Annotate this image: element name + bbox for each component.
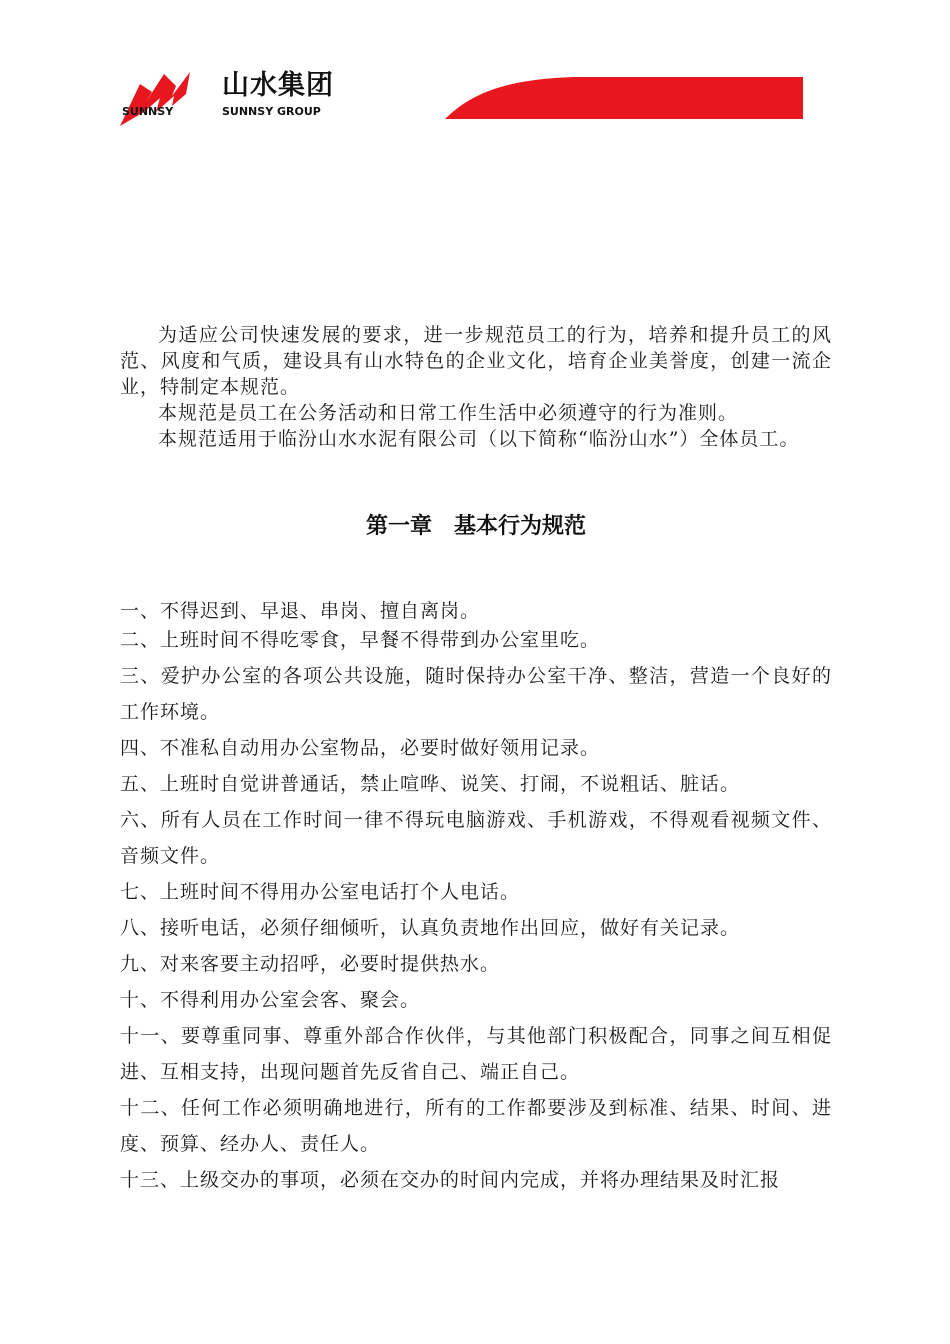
page-header [0, 0, 950, 140]
document-body [120, 322, 832, 1191]
rule-item: 八、接听电话，必须仔细倾听，认真负责地作出回应，做好有关记录。 [120, 917, 741, 939]
rule-item: 五、上班时自觉讲普通话，禁止喧哗、说笑、打闹，不说粗话、脏话。 [120, 773, 741, 795]
chapter-title: 第一章 基本行为规范 [365, 514, 586, 539]
rule-item: 六、所有人员在工作时间一律不得玩电脑游戏、手机游戏，不得观看视频文件、音频文件。 [120, 809, 832, 867]
rule-item: 四、不准私自动用办公室物品，必要时做好领用记录。 [120, 737, 601, 759]
rule-item: 七、上班时间不得用办公室电话打个人电话。 [120, 881, 521, 903]
brand-name-en-short: SUNNSY [122, 105, 174, 118]
rule-item: 二、上班时间不得吃零食，早餐不得带到办公室里吃。 [120, 629, 601, 651]
intro-paragraph: 为适应公司快速发展的要求，进一步规范员工的行为，培养和提升员工的风范、风度和气质，建设具有山水特色的企业文化，培育企业美誉度，创建一流企业，特制定本规范。 [120, 324, 832, 398]
rule-item: 十一、要尊重同事、尊重外部合作伙伴，与其他部门积极配合，同事之间互相促进、互相支持，出现问题首先反省自己、端正自己。 [120, 1025, 832, 1083]
rule-item: 十、不得利用办公室会客、聚会。 [120, 989, 421, 1011]
rule-item: 九、对来客要主动招呼，必要时提供热水。 [120, 953, 501, 975]
rules-list [120, 599, 832, 1204]
intro-paragraph: 本规范适用于临汾山水水泥有限公司（以下简称“临汾山水”）全体员工。 [158, 428, 800, 450]
brand-name-en-full: SUNNSY GROUP [222, 105, 321, 118]
rule-item: 一、不得迟到、早退、串岗、擅自离岗。 [120, 600, 481, 622]
header-red-band [445, 77, 803, 119]
intro-paragraph: 本规范是员工在公务活动和日常工作生活中必须遵守的行为准则。 [158, 402, 739, 424]
rule-item: 三、爱护办公室的各项公共设施，随时保持办公室干净、整洁，营造一个良好的工作环境。 [120, 665, 832, 723]
rule-item: 十三、上级交办的事项，必须在交办的时间内完成，并将办理结果及时汇报 [120, 1169, 781, 1191]
brand-name-cn: 山水集团 [222, 70, 334, 101]
rule-item: 十二、任何工作必须明确地进行，所有的工作都要涉及到标准、结果、时间、进度、预算、经办人、责任人。 [120, 1097, 832, 1155]
intro-section [120, 322, 832, 452]
